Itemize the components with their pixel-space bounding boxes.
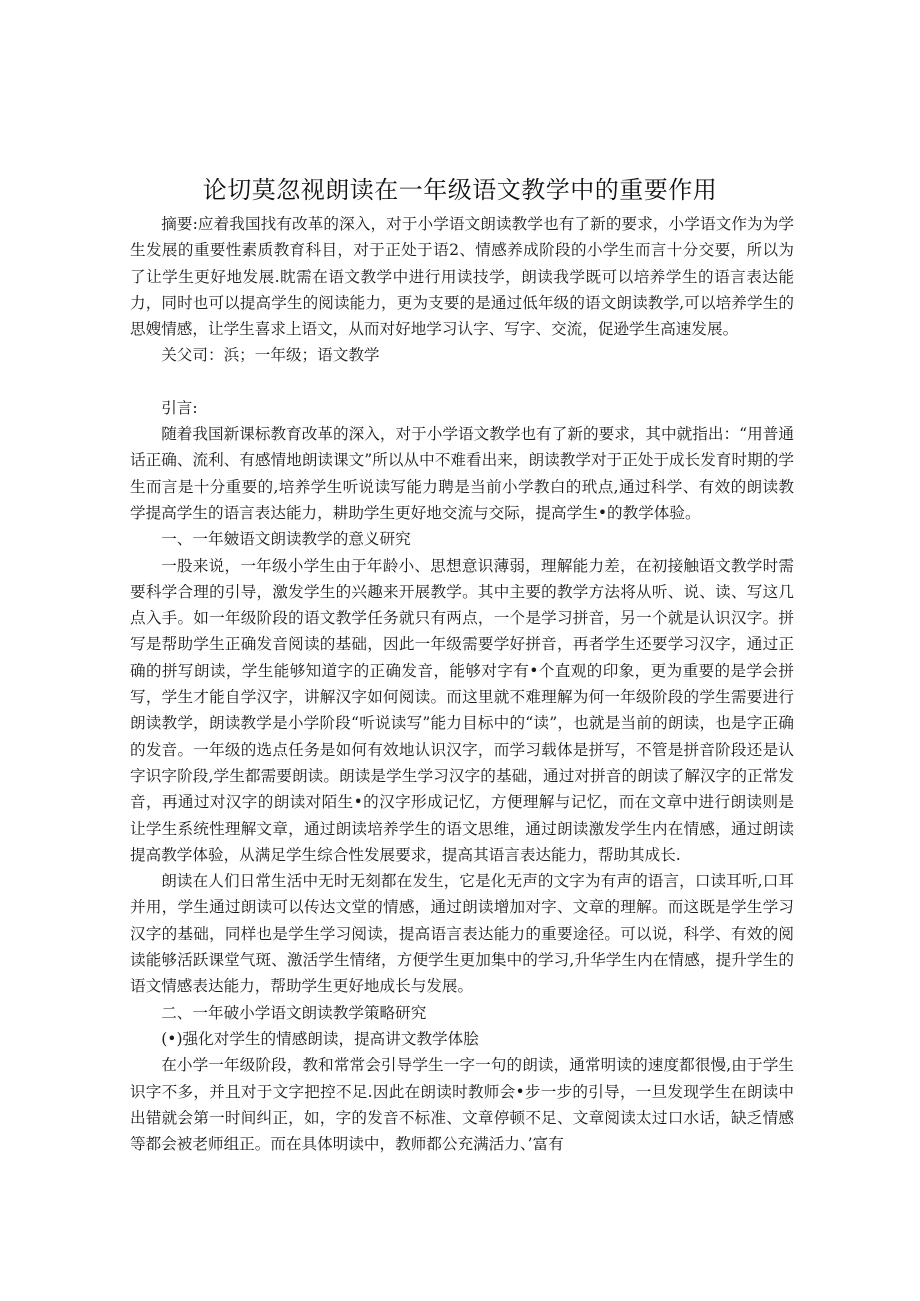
intro-heading: 引言: [161, 398, 198, 417]
abstract-paragraph: 摘要:应着我国找有改革的深入，对于小学语文朗读教学也有了新的要求，小学语文作为为学生发展的重要性素质教育科目，对于正处于语2、情感养成阶段的小学生而言十分交要，所以为了让学生更好地发展.眈需在语文教学中进行用读技学，朗读我学既可以培养学生的语言表达能力，同时也可以提高学生的阅读能力，更为支要的是通过低年级的语文朗读教学,可以培养学生的思嫂情感，让学生喜求上语文，从而对好地学习认字、写字、交流，促逊学生高速发展。 [130, 215, 794, 339]
section1-paragraph-2: 朗读在人们日常生活中无时无刻都在发生，它是化无声的文字为有声的语言，口读耳听,口耳并用，学生通过朗读可以传达文堂的情感，通过朗读增加对字、文章的理解。而这既是学生学习汉字的基础，同样也是学生学习阅读，提高语言表达能力的重要途径。可以说，科学、有效的阅读能够活跃课堂气斑、激活学生情绪，方便学生更加集中的学习,升华学生内在情感，提升学生的语文情感表达能力，帮助学生更好地成长与发展。 [130, 872, 794, 996]
section2-subheading-1: (•)强化对学生的情感朗读，提高讲文教学体脍 [161, 1029, 479, 1048]
intro-paragraph: 随着我国新课标教育改革的深入，对于小学语文教学也有了新的要求，其中就指出：“用普通话正确、流利、有感情地朗读课文”所以从中不难看出来，朗读教学对于正处于成长发育时期的学生而言是十分重要的,培养学生听说读写能力聘是当前小学教白的玳点,通过科学、有效的朗读教学提高学生的语言表达能力，耕助学生更好地交流与交际，提高学生•的教学体验。 [130, 425, 794, 522]
section1-heading: 一、一年皴语文朗读教学的意义研究 [161, 530, 411, 549]
section2-paragraph-1: 在小学一年级阶段，教和常常会引导学生一字一句的朗读，通常明读的速度都很慢,由于学生识字不多，并且对于文字把控不足.因此在朗读时教师会•步一步的引导，一旦发现学生在朗读中出错就会第一时间纠正，如，字的发音不标准、文章停顿不足、文章阅读太过口水话，缺乏情感等都会被老师组正。而在具体明读中，教师都公充满活力、’富有 [130, 1056, 794, 1154]
document-title: 论切莫忽视朗读在一年级语文教学中的重要作用 [202, 176, 718, 204]
keywords-line: 关父司：浜；一年级；语文教学 [161, 346, 380, 365]
section2-heading: 二、一年破小学语文朗读教学策略研究 [161, 1003, 427, 1022]
blank-line [130, 369, 794, 395]
document-body [130, 211, 794, 1157]
section1-paragraph-1: 一股来说，一年级小学生由于年龄小、思想意识薄弱，理解能力差，在初接触语文教学时需要科学合理的引导，激发学生的兴趣来开展教学。其中主要的教学方法将从听、说、读、写这几点入手。如一年级阶段的语文教学任务就只有两点，一个是学习拼音，另一个就是认识汉字。拼写是帮助学生正确发音阅读的基础，因此一年级需要学好拼音，再者学生还要学习汉字，通过正确的拼写朗读，学生能够知道字的正确发音，能够对字有•个直观的印象，更为重要的是学会拼写，学生才能自学汉字，讲解汉字如何阅读。而这里就不难理解为何一年级阶段的学生需要进行朗读教学，朗读教学是小学阶段“听说读写”能力目标中的“读”，也就是当前的朗读，也是字正确的发音。一年级的选点任务是如何有效地认识汉字，而学习载体是拼写，不管是拼音阶段还是认字识字阶段,学生都需要朗读。朗读是学生学习汉字的基础，通过对拼音的朗读了解汉字的正常发音，再通过对汉字的朗读对陌生•的汉字形成记忆，方便理解与记忆，而在文章中进行朗读则是让学生系统性理解文章，通过朗读培养学生的语文思维，通过朗读激发学生内在情感，通过朗读提高教学体验，从满足学生综合性发展要求，提高其语言表达能力，帮助其成长. [130, 556, 794, 864]
